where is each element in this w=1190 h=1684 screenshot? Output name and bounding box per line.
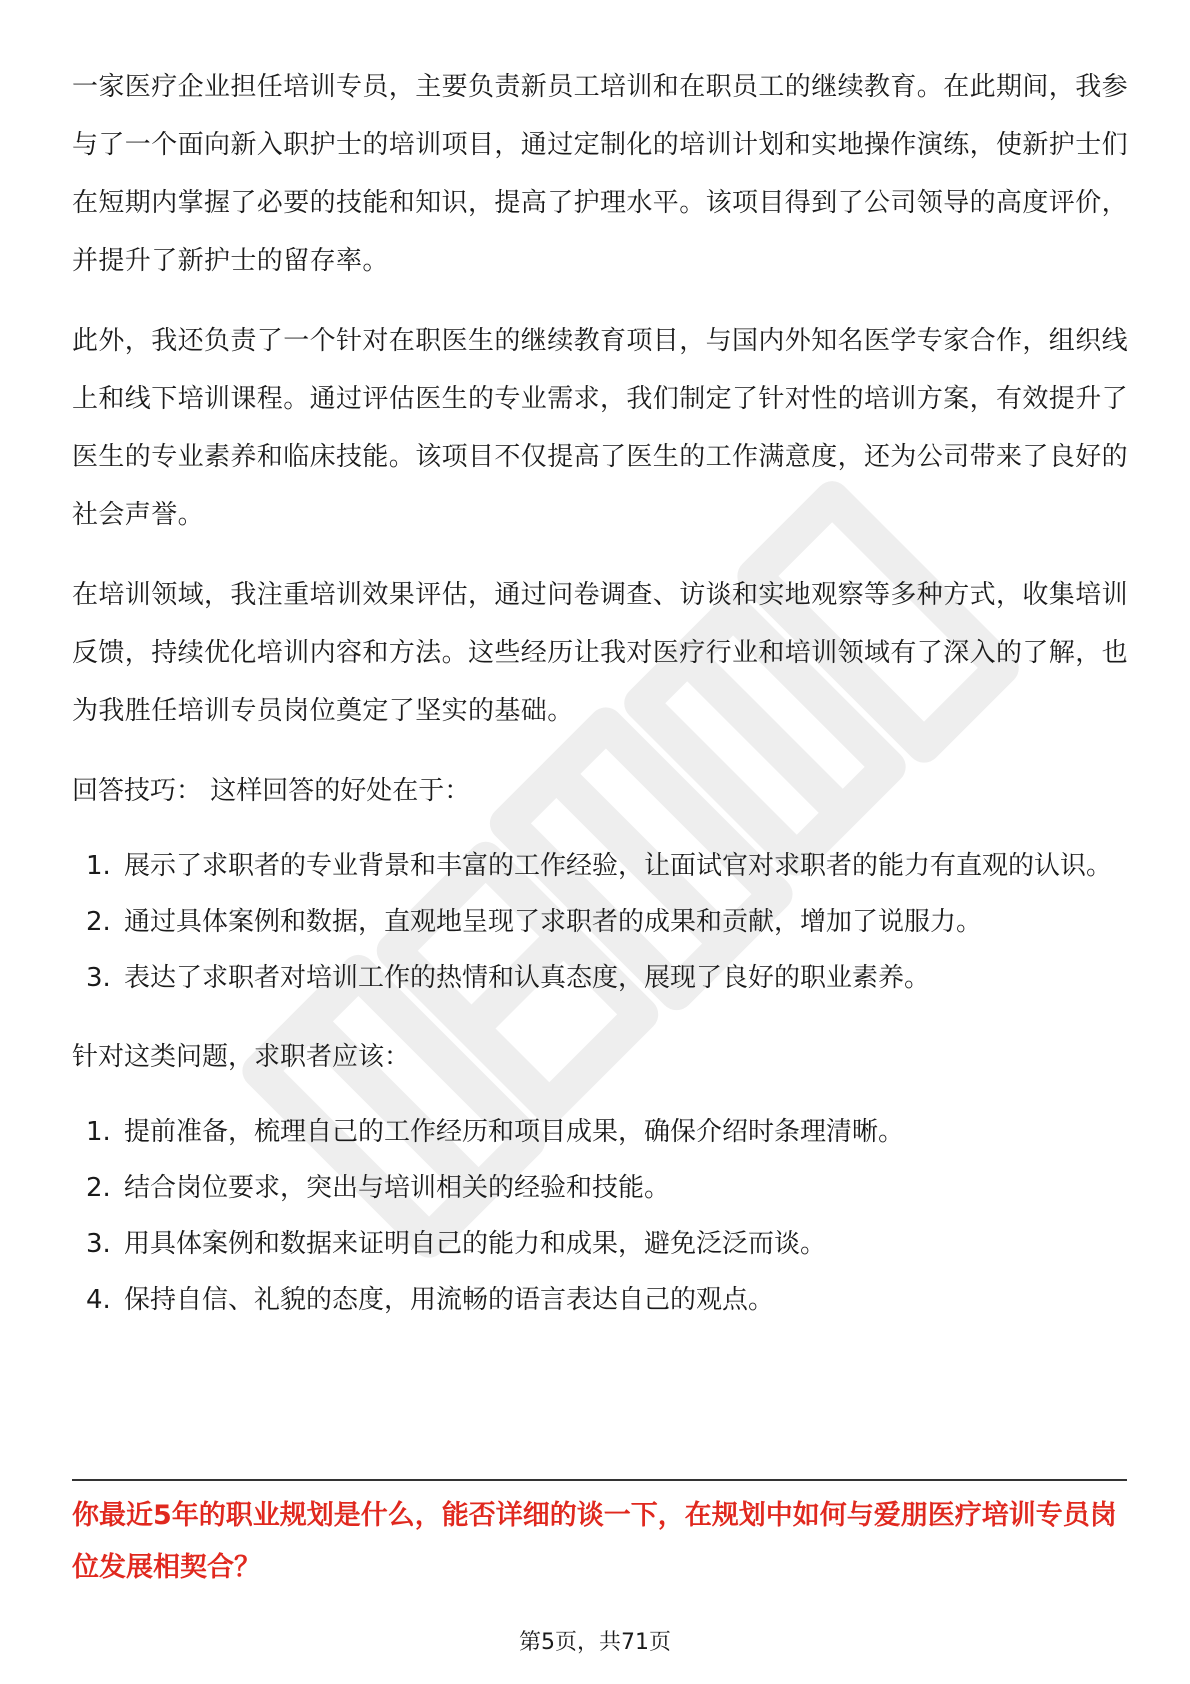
advice-list	[72, 1104, 1132, 1328]
paragraph-2: 此外，我还负责了一个针对在职医生的继续教育项目，与国内外知名医学专家合作，组织线上和线下培训课程。通过评估医生的专业需求，我们制定了针对性的培训方案，有效提升了医生的专业素养和临床技能。该项目不仅提高了医生的工作满意度，还为公司带来了良好的社会声誉。	[72, 326, 1129, 530]
list-number: 3.	[86, 963, 111, 993]
list-text: 提前准备，梳理自己的工作经历和项目成果，确保介绍时条理清晰。	[124, 1117, 905, 1147]
list-item	[72, 894, 1132, 950]
list-item	[72, 950, 1132, 1006]
section-divider	[72, 1479, 1127, 1481]
list-item	[72, 1104, 1132, 1160]
main-content	[72, 58, 1132, 1328]
list-number: 2.	[86, 1173, 111, 1203]
list-text: 展示了求职者的专业背景和丰富的工作经验，让面试官对求职者的能力有直观的认识。	[124, 851, 1113, 881]
tips-list	[72, 838, 1132, 1006]
list-number: 4.	[86, 1285, 111, 1315]
paragraph-1: 一家医疗企业担任培训专员，主要负责新员工培训和在职员工的继续教育。在此期间，我参与了一个面向新入职护士的培训项目，通过定制化的培训计划和实地操作演练，使新护士们在短期内掌握了必要的技能和知识，提高了护理水平。该项目得到了公司领导的高度评价，并提升了新护士的留存率。	[72, 72, 1129, 276]
list-item	[72, 838, 1132, 894]
list-number: 2.	[86, 907, 111, 937]
tips-heading: 回答技巧： 这样回答的好处在于：	[72, 776, 471, 806]
list-text: 通过具体案例和数据，直观地呈现了求职者的成果和贡献，增加了说服力。	[124, 907, 983, 937]
list-text: 表达了求职者对培训工作的热情和认真态度，展现了良好的职业素养。	[124, 963, 931, 993]
list-text: 保持自信、礼貌的态度，用流畅的语言表达自己的观点。	[124, 1285, 775, 1315]
list-number: 1.	[86, 1117, 111, 1147]
page-number: 第5页，共71页	[519, 1630, 671, 1655]
advice-heading: 针对这类问题，求职者应该：	[72, 1042, 411, 1072]
next-question-heading: 你最近5年的职业规划是什么，能否详细的谈一下，在规划中如何与爱朋医疗培训专员岗位发展相契合？	[72, 1500, 1117, 1583]
list-item	[72, 1272, 1132, 1328]
paragraph-3: 在培训领域，我注重培训效果评估，通过问卷调查、访谈和实地观察等多种方式，收集培训反馈，持续优化培训内容和方法。这些经历让我对医疗行业和培训领域有了深入的了解，也为我胜任培训专员岗位奠定了坚实的基础。	[72, 580, 1129, 726]
list-item	[72, 1216, 1132, 1272]
list-number: 3.	[86, 1229, 111, 1259]
list-text: 用具体案例和数据来证明自己的能力和成果，避免泛泛而谈。	[124, 1229, 827, 1259]
list-item	[72, 1160, 1132, 1216]
list-text: 结合岗位要求，突出与培训相关的经验和技能。	[124, 1173, 671, 1203]
list-number: 1.	[86, 851, 111, 881]
